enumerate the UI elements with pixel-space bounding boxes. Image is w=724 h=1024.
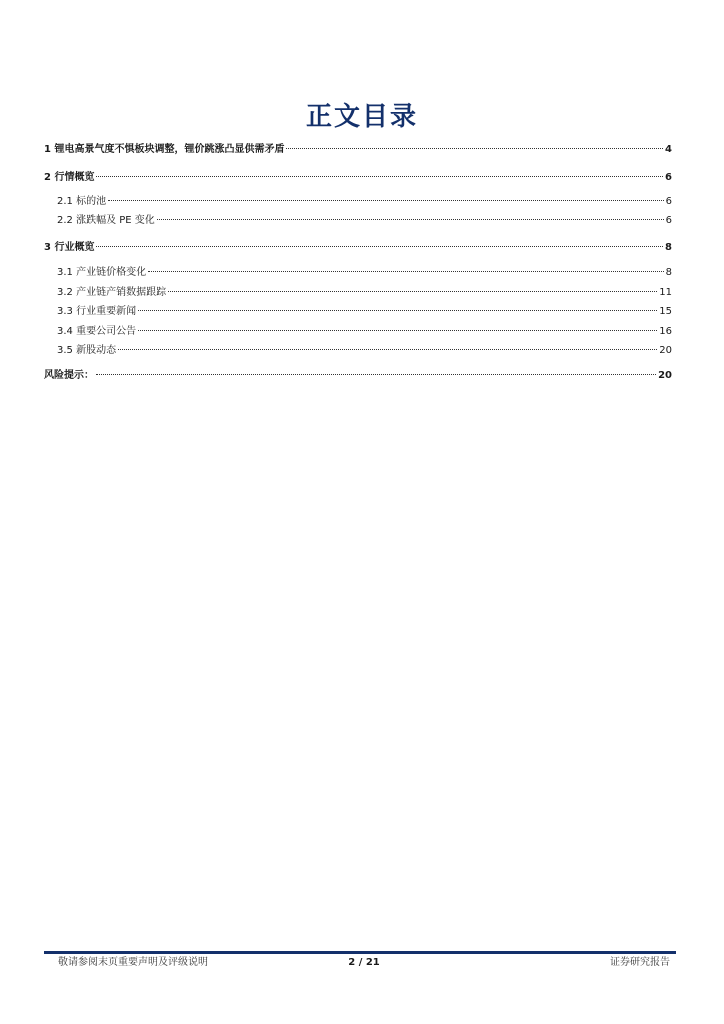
toc-entry-label: 3.4 重要公司公告	[57, 326, 137, 337]
toc-dot-leader	[138, 329, 657, 331]
page-title: 正文目录	[305, 102, 418, 132]
toc-entry-label: 3.5 新股动态	[57, 345, 117, 356]
toc-entry-page: 6	[665, 215, 672, 226]
toc-entry-label: 3.1 产业链价格变化	[57, 267, 147, 278]
toc-entry-label: 2.1 标的池	[57, 196, 107, 207]
toc-dot-leader	[108, 199, 664, 201]
toc-entry-page: 20	[659, 345, 672, 356]
toc-dot-leader	[148, 270, 664, 272]
toc-dot-leader	[286, 147, 663, 149]
toc-entry-2-1[interactable]	[44, 194, 672, 210]
footer-report-type: 证券研究报告	[610, 957, 670, 968]
toc-entry-1[interactable]	[44, 142, 672, 158]
toc-dot-leader	[118, 348, 657, 350]
toc-entry-3-1[interactable]	[44, 265, 672, 281]
toc-entry-label: 2.2 涨跌幅及 PE 变化	[57, 215, 155, 226]
toc-entry-3-4[interactable]	[44, 324, 672, 340]
toc-dot-leader	[96, 175, 663, 177]
toc-entry-label: 3.2 产业链产销数据跟踪	[57, 287, 167, 298]
toc-entry-label: 风险提示：	[44, 370, 94, 381]
toc-entry-label: 3.3 行业重要新闻	[57, 306, 137, 317]
toc-dot-leader	[96, 373, 656, 375]
footer-divider	[44, 951, 676, 954]
toc-entry-page: 6	[665, 196, 672, 207]
toc-dot-leader	[138, 309, 657, 311]
toc-entry-3-5[interactable]	[44, 343, 672, 359]
toc-dot-leader	[168, 290, 657, 292]
toc-entry-page: 15	[659, 306, 672, 317]
toc-entry-3[interactable]	[44, 240, 672, 256]
toc-entry-label: 3 行业概览	[44, 242, 95, 253]
toc-entry-page: 8	[665, 242, 672, 253]
toc-dot-leader	[157, 218, 664, 220]
toc-entry-page: 16	[659, 326, 672, 337]
toc-entry-3-2[interactable]	[44, 285, 672, 301]
page-number: 2 / 21	[348, 957, 380, 968]
toc-entry-2-2[interactable]	[44, 213, 672, 229]
toc-dot-leader	[96, 245, 663, 247]
toc-entry-page: 4	[665, 144, 672, 155]
toc-entry-page: 20	[658, 370, 672, 381]
toc-entry-page: 8	[665, 267, 672, 278]
toc-entry-page: 6	[665, 172, 672, 183]
toc-entry-label: 2 行情概览	[44, 172, 95, 183]
toc-entry-2[interactable]	[44, 170, 672, 186]
toc-entry-risk[interactable]	[44, 368, 672, 384]
toc-entry-page: 11	[659, 287, 672, 298]
toc-entry-label: 1 锂电高景气度不惧板块调整，锂价跳涨凸显供需矛盾	[44, 144, 285, 155]
footer-disclaimer: 敬请参阅末页重要声明及评级说明	[58, 957, 208, 968]
toc-entry-3-3[interactable]	[44, 304, 672, 320]
